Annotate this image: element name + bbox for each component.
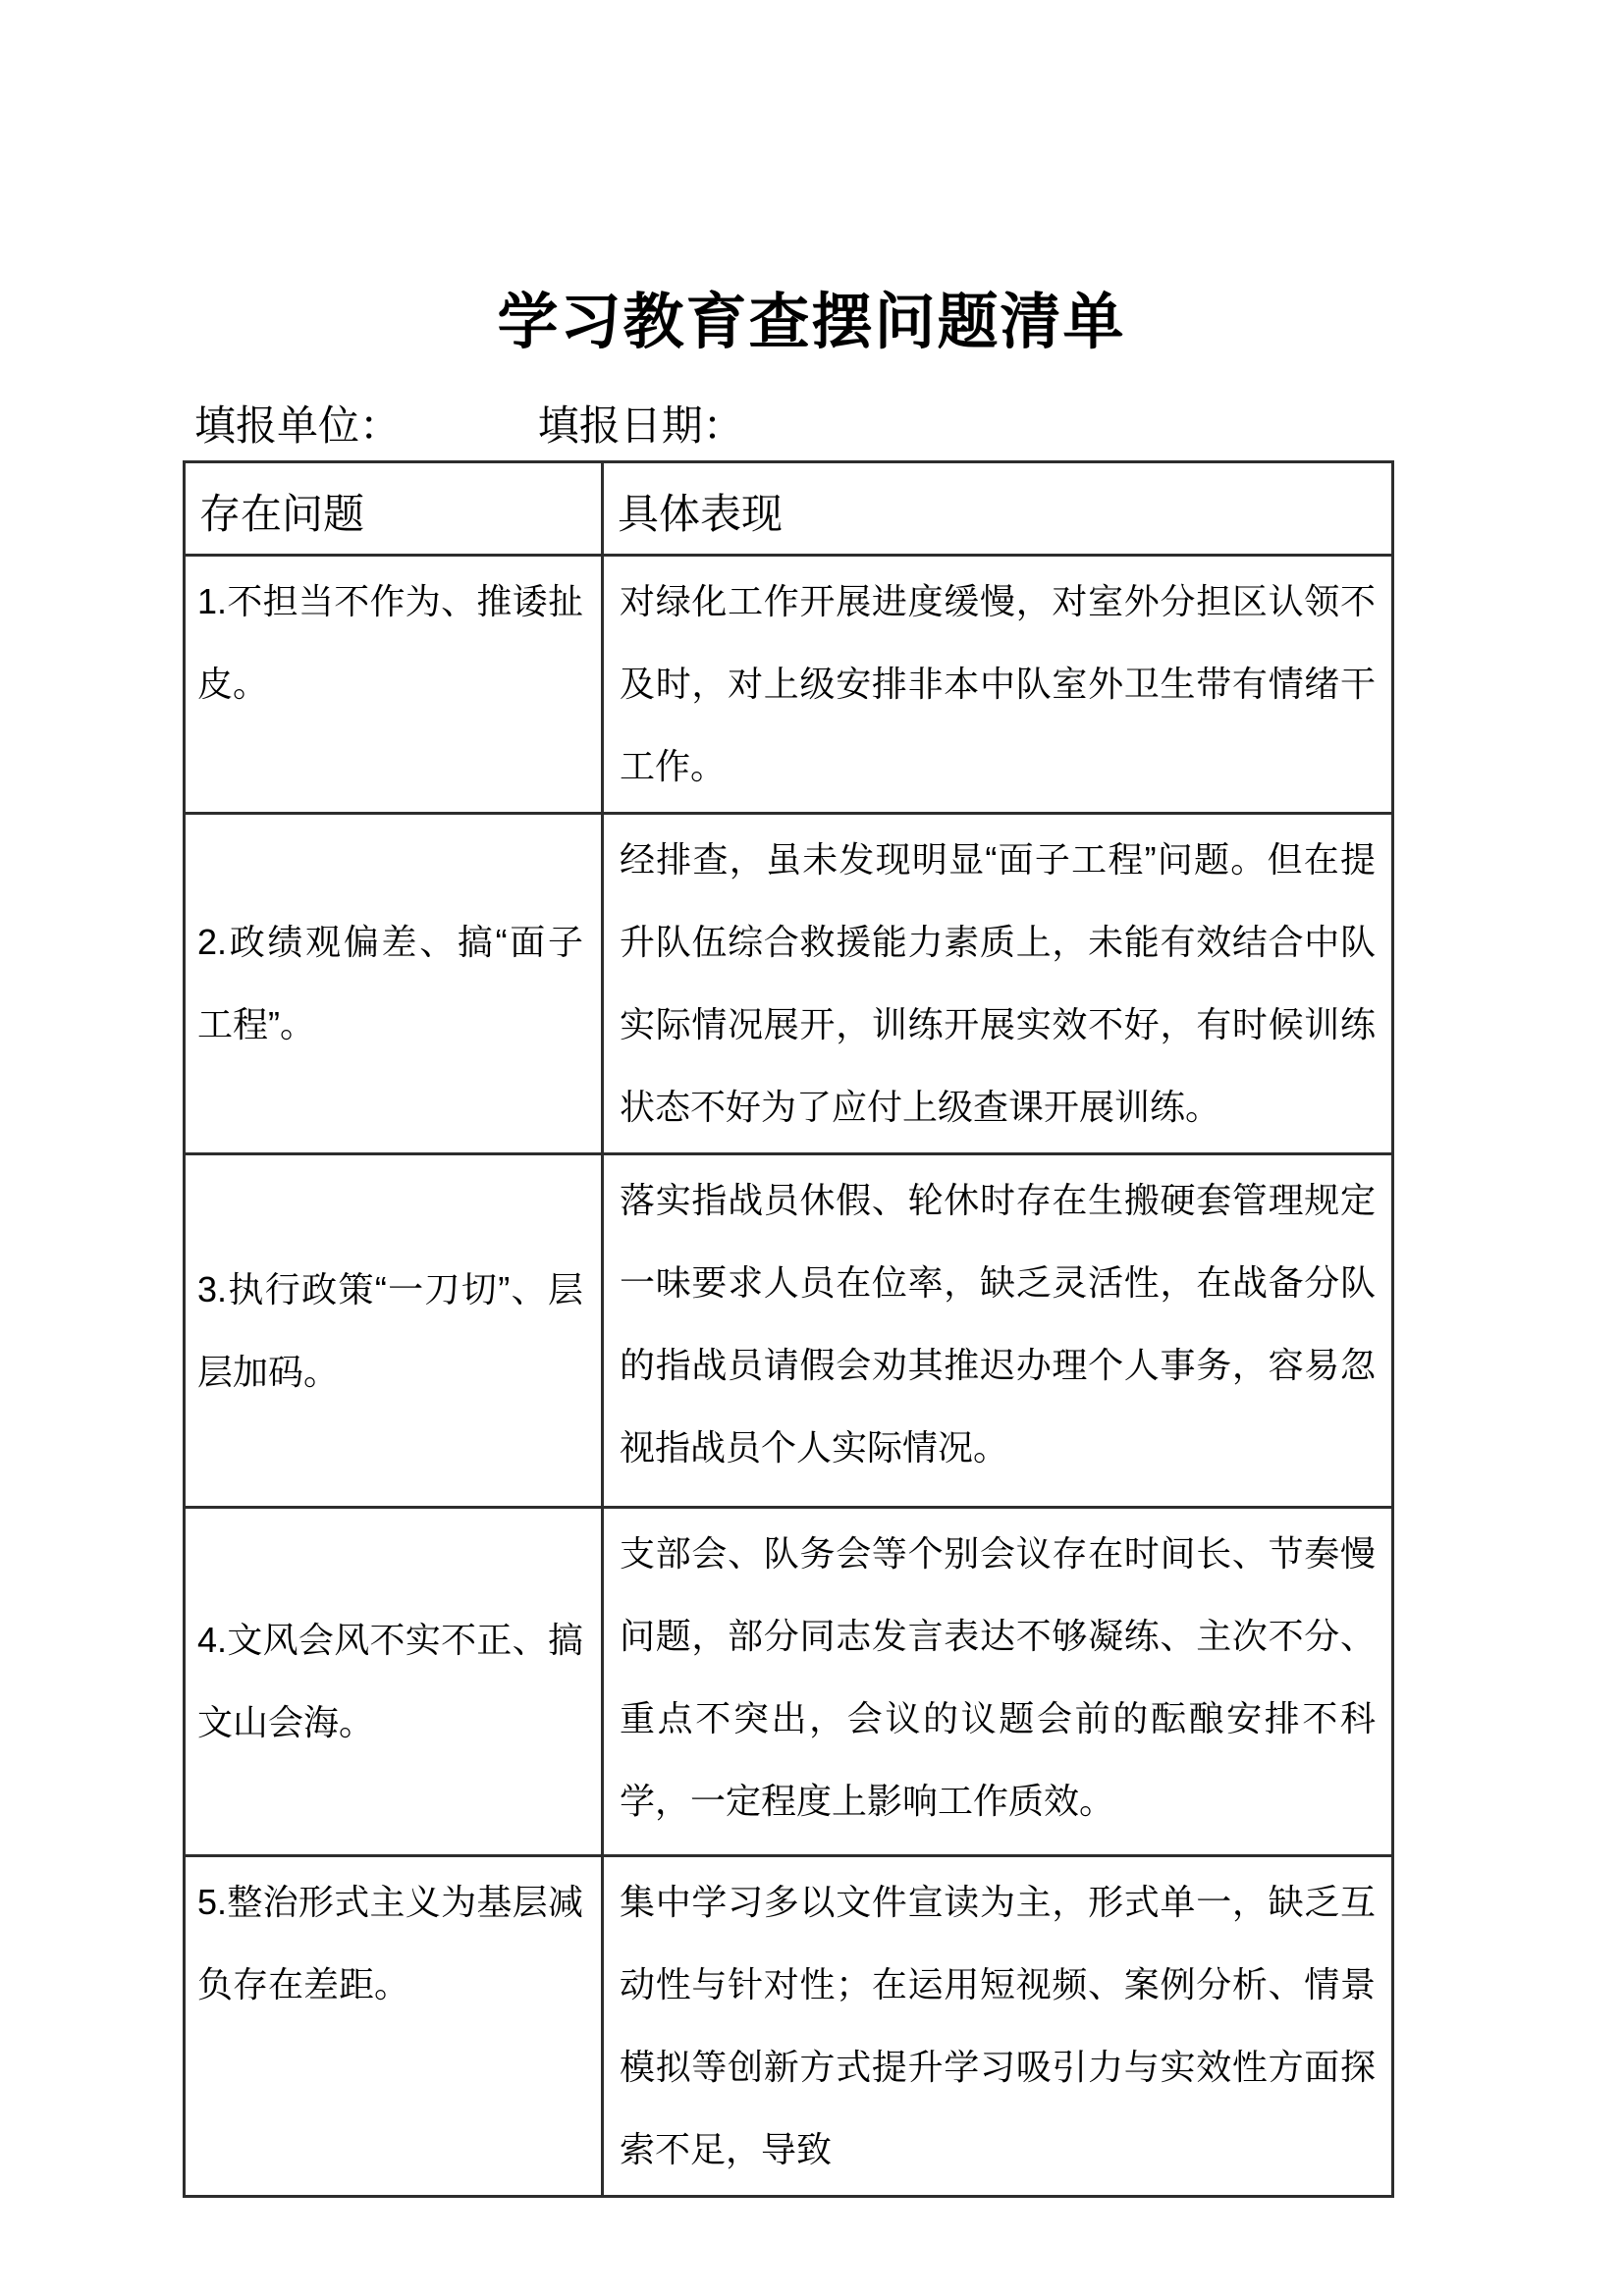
table-header-row	[185, 462, 1393, 556]
reporting-date-label: 填报日期：	[537, 402, 744, 450]
problem-checklist-table	[183, 460, 1394, 2198]
detail-cell: 经排查，虽未发现明显“面子工程”问题。但在提升队伍综合救援能力素质上，未能有效结合中队实际情况展开，训练开展实效不好，有时候训练状态不好为了应付上级查课开展训练。	[603, 814, 1393, 1154]
detail-cell: 对绿化工作开展进度缓慢，对室外分担区认领不及时，对上级安排非本中队室外卫生带有情绪干工作。	[603, 556, 1393, 814]
detail-cell: 集中学习多以文件宣读为主，形式单一，缺乏互动性与针对性；在运用短视频、案例分析、情景模拟等创新方式提升学习吸引力与实效性方面探索不足，导致	[603, 1856, 1393, 2197]
meta-line	[194, 402, 1623, 450]
problem-cell: 1.不担当不作为、推诿扯皮。	[185, 556, 603, 814]
page-title: 学习教育查摆问题清单	[497, 289, 1126, 356]
detail-cell: 支部会、队务会等个别会议存在时间长、节奏慢问题，部分同志发言表达不够凝练、主次不分、重点不突出，会议的议题会前的酝酿安排不科学，一定程度上影响工作质效。	[603, 1508, 1393, 1856]
table-row	[185, 1508, 1393, 1856]
column-header-detail: 具体表现	[603, 462, 1393, 556]
reporting-unit-label: 填报单位：	[194, 402, 402, 450]
table-row	[185, 1856, 1393, 2197]
problem-cell: 4.文风会风不实不正、搞文山会海。	[185, 1508, 603, 1856]
table-row	[185, 556, 1393, 814]
problem-cell: 2.政绩观偏差、搞“面子工程”。	[185, 814, 603, 1154]
problem-cell: 5.整治形式主义为基层减负存在差距。	[185, 1856, 603, 2197]
problem-cell: 3.执行政策“一刀切”、层层加码。	[185, 1154, 603, 1508]
column-header-problem: 存在问题	[185, 462, 603, 556]
table-row	[185, 1154, 1393, 1508]
table-row	[185, 814, 1393, 1154]
detail-cell: 落实指战员休假、轮休时存在生搬硬套管理规定一味要求人员在位率，缺乏灵活性，在战备分队的指战员请假会劝其推迟办理个人事务，容易忽视指战员个人实际情况。	[603, 1154, 1393, 1508]
